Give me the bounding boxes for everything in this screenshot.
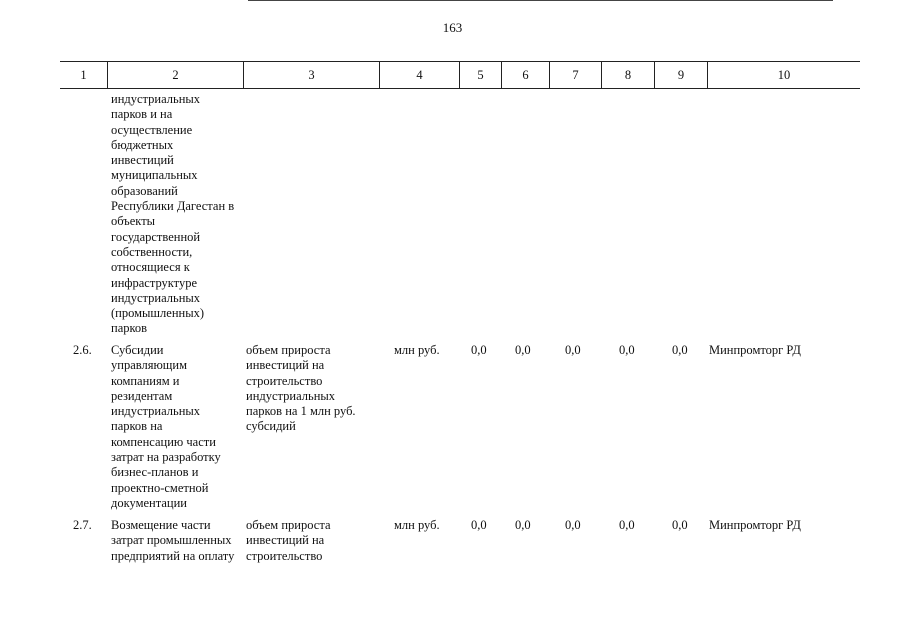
header-col-4: 4 [380, 62, 460, 88]
text-line: управляющим [111, 358, 188, 373]
text-line: индустриальных [111, 404, 201, 419]
text-line: парков на 1 млн руб. [246, 404, 356, 419]
text-line: парков и на [111, 107, 173, 122]
text-line: осуществление [111, 122, 193, 137]
row-value-col9: 0,0 [672, 518, 688, 532]
text-line: индустриальных [111, 290, 201, 305]
row-value-col6: 0,0 [515, 343, 531, 357]
row-responsible: Минпромторг РД [709, 343, 801, 357]
text-line: компаниям и [111, 373, 180, 388]
row-name [111, 343, 221, 511]
text-line: объем прироста [246, 518, 331, 532]
text-line: затрат промышленных [111, 533, 232, 548]
text-line: предприятий на оплату [111, 548, 235, 563]
row-number: 2.7. [73, 518, 92, 532]
continuation-col2-text [111, 92, 234, 337]
row-value-col7: 0,0 [565, 518, 581, 532]
text-line: Республики Дагестан в [111, 199, 235, 214]
header-col-5: 5 [460, 62, 502, 88]
row-indicator [246, 518, 331, 564]
row-value-col5: 0,0 [471, 343, 487, 357]
row-name [111, 518, 234, 564]
row-value-col5: 0,0 [471, 518, 487, 532]
text-line: муниципальных [111, 168, 198, 183]
text-line: резидентам [111, 388, 173, 403]
text-line: Субсидии [111, 343, 164, 357]
row-unit: млн руб. [394, 518, 440, 532]
text-line: документации [111, 495, 187, 510]
row-value-col9: 0,0 [672, 343, 688, 357]
text-line: бизнес-планов и [111, 465, 199, 480]
text-line: образований [111, 183, 178, 198]
text-line: парков на [111, 419, 163, 434]
text-line: индустриальных [246, 388, 336, 403]
text-line: инвестиций [111, 153, 174, 168]
row-number: 2.6. [73, 343, 92, 357]
text-line: строительство [246, 373, 323, 388]
page-number: 163 [442, 20, 463, 35]
row-unit: млн руб. [394, 343, 440, 357]
row-responsible: Минпромторг РД [709, 518, 801, 532]
text-line: государственной [111, 229, 201, 244]
text-line: компенсацию части [111, 434, 216, 449]
header-col-2: 2 [108, 62, 244, 88]
header-col-1: 1 [60, 62, 108, 88]
text-line: парков [111, 321, 148, 336]
text-line: инфраструктуре [111, 275, 198, 290]
text-line: Возмещение части [111, 518, 211, 532]
row-indicator [246, 343, 356, 435]
text-line: инвестиций на [246, 358, 325, 373]
header-col-6: 6 [502, 62, 550, 88]
row-value-col8: 0,0 [619, 518, 635, 532]
text-line: (промышленных) [111, 306, 205, 321]
row-value-col6: 0,0 [515, 518, 531, 532]
table-header [60, 61, 860, 89]
text-line: затрат на разработку [111, 450, 221, 465]
header-col-9: 9 [655, 62, 708, 88]
text-line: субсидий [246, 419, 296, 434]
header-col-7: 7 [550, 62, 602, 88]
text-line: инвестиций на [246, 533, 325, 548]
header-col-3: 3 [244, 62, 380, 88]
text-line: проектно-сметной [111, 480, 209, 495]
text-line: индустриальных [111, 92, 201, 106]
text-line: строительство [246, 548, 323, 563]
top-border-line [248, 0, 833, 1]
header-col-8: 8 [602, 62, 655, 88]
text-line: относящиеся к [111, 260, 190, 275]
text-line: собственности, [111, 244, 193, 259]
header-col-10: 10 [777, 68, 791, 82]
text-line: объекты [111, 214, 156, 229]
text-line: объем прироста [246, 343, 331, 357]
text-line: бюджетных [111, 137, 174, 152]
row-value-col8: 0,0 [619, 343, 635, 357]
row-value-col7: 0,0 [565, 343, 581, 357]
